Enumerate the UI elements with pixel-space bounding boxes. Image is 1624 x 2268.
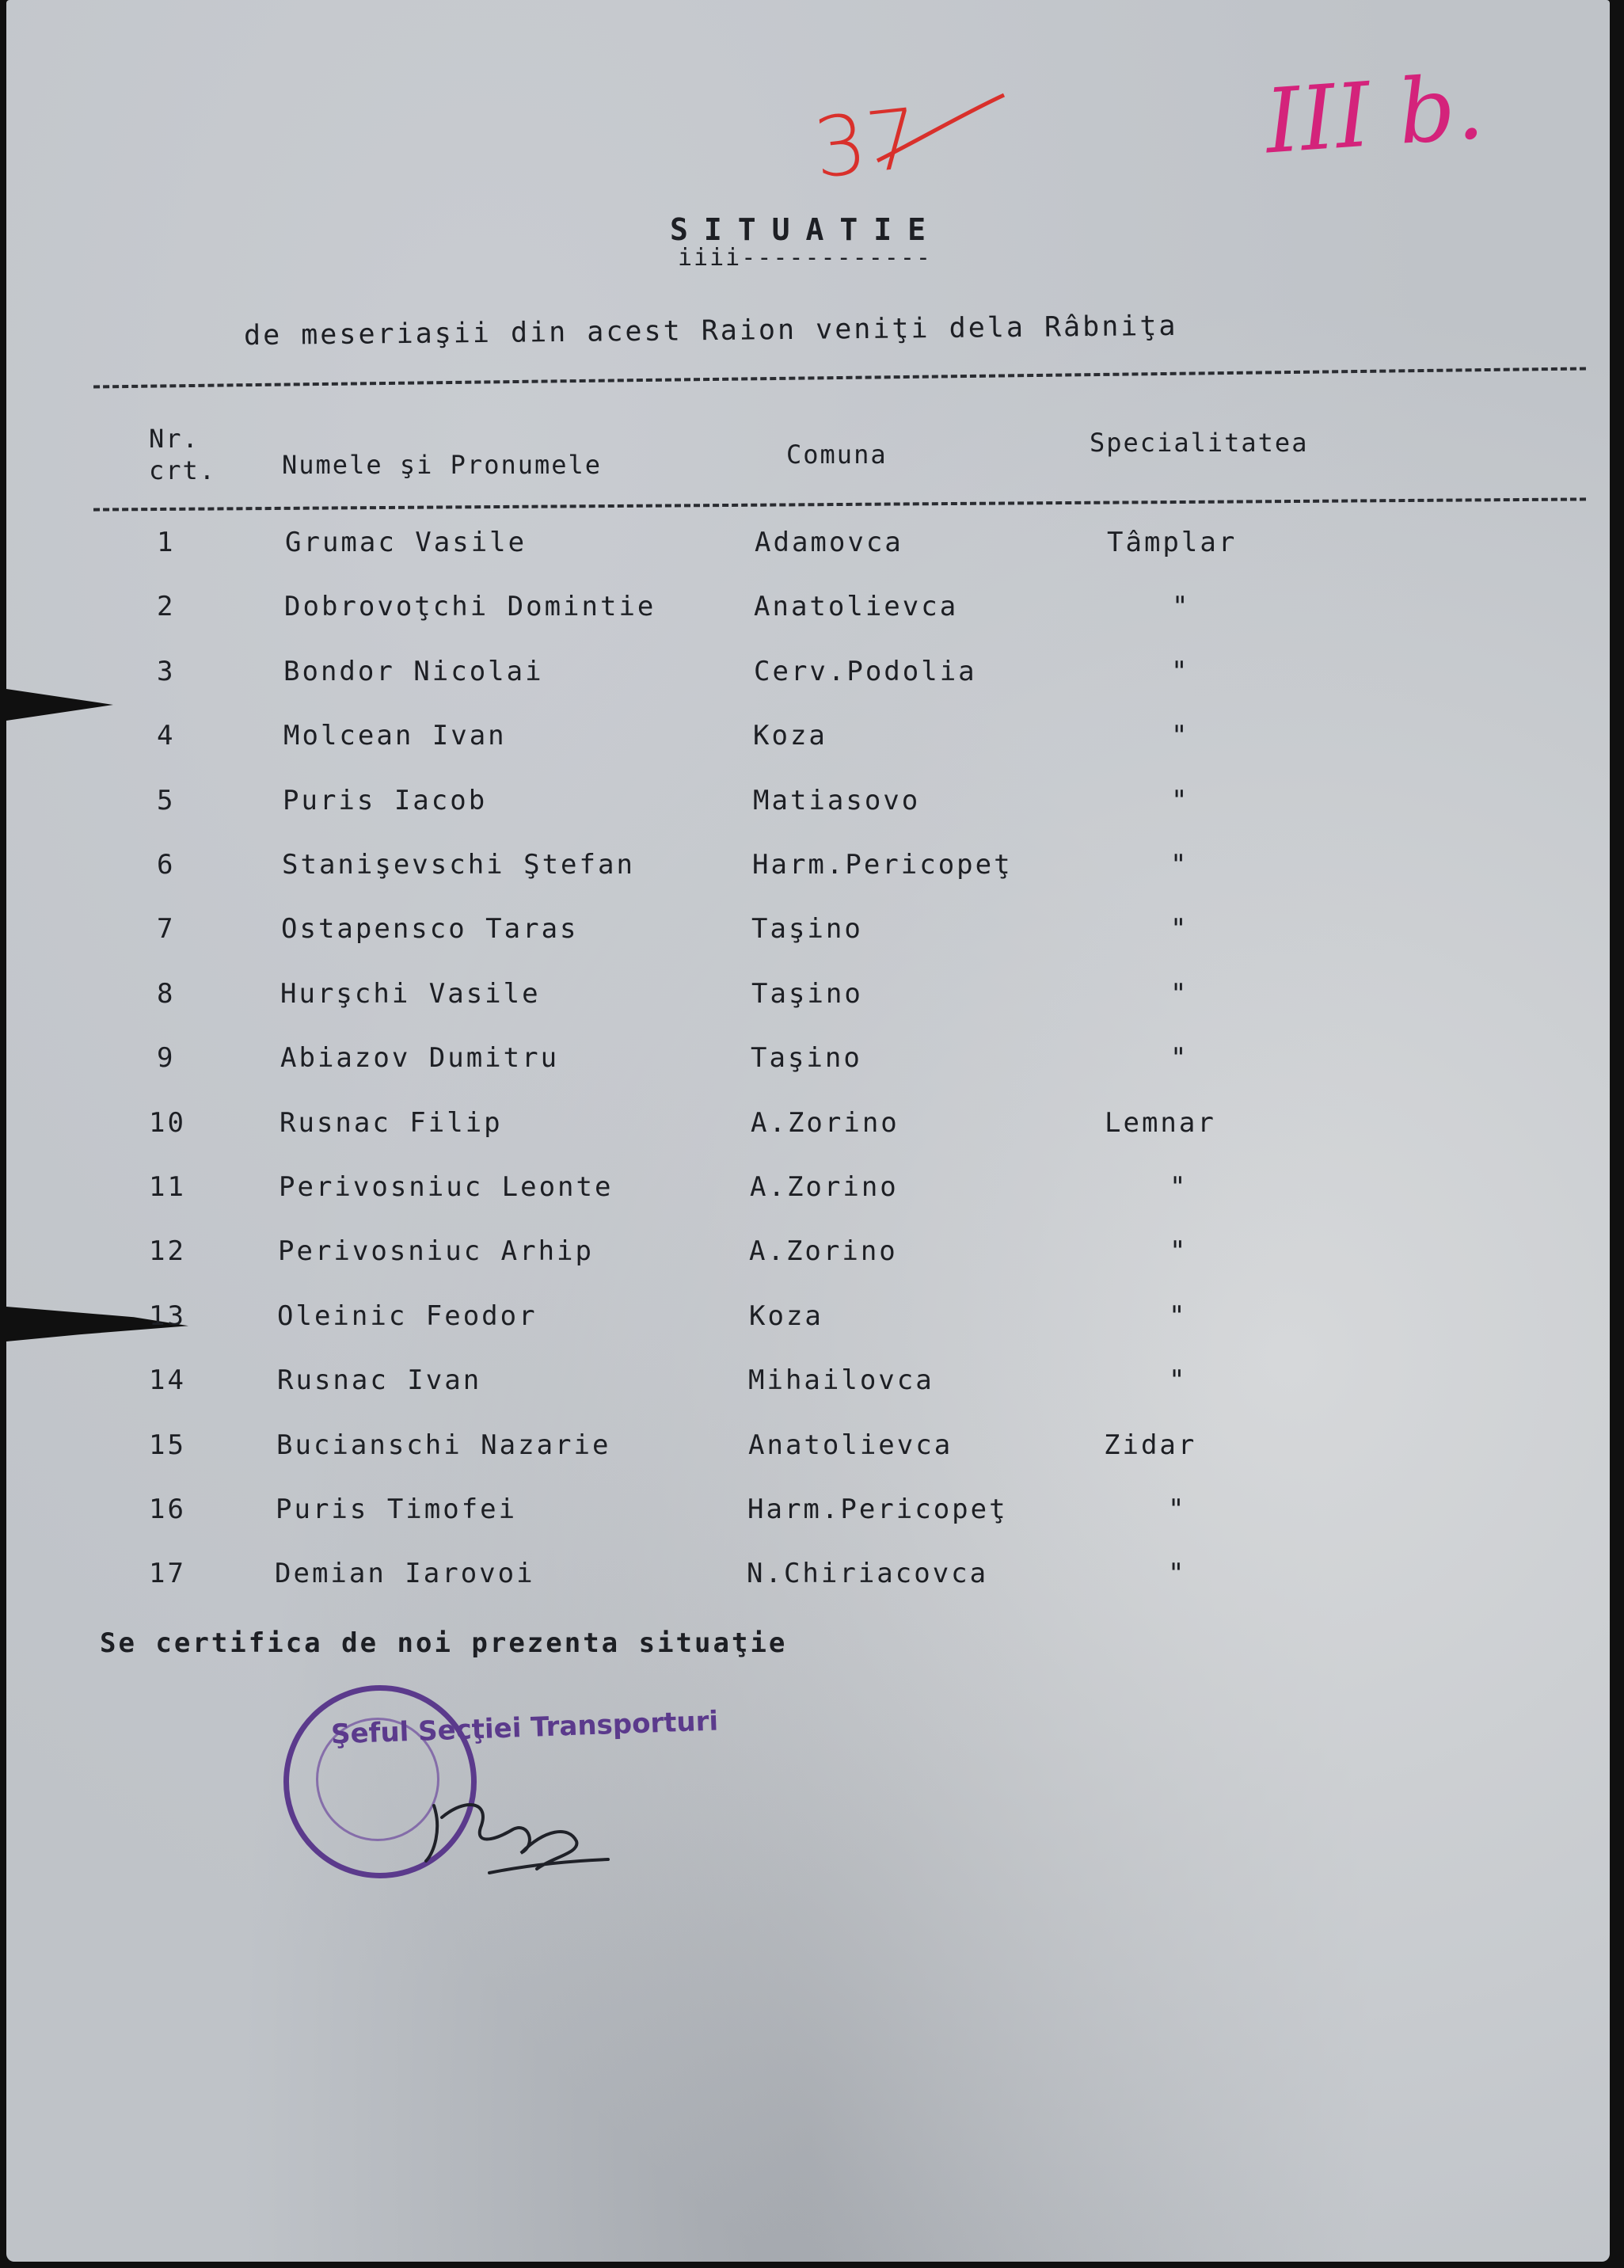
row-specialty: " bbox=[1170, 1042, 1189, 1074]
header-nr: Nr. bbox=[149, 424, 200, 454]
row-name: Oleinic Feodor bbox=[277, 1300, 538, 1332]
row-number: 12 bbox=[149, 1235, 186, 1267]
row-commune: A.Zorino bbox=[749, 1235, 898, 1267]
row-commune: Taşino bbox=[751, 978, 863, 1010]
red-strike-mark bbox=[869, 86, 1012, 181]
row-name: Bucianschi Nazarie bbox=[276, 1429, 611, 1461]
row-commune: Matiasovo bbox=[753, 785, 921, 816]
row-name: Stanişevschi Ştefan bbox=[282, 849, 635, 881]
divider bbox=[93, 497, 1586, 511]
document-subtitle: de meseriaşii din acest Raion veniţi dela Râbniţa bbox=[243, 310, 1178, 352]
row-number: 3 bbox=[157, 656, 176, 687]
row-name: Bondor Nicolai bbox=[283, 656, 544, 687]
row-commune: Anatolievca bbox=[754, 591, 959, 622]
row-name: Puris Iacob bbox=[283, 785, 488, 816]
row-name: Demian Iarovoi bbox=[275, 1558, 535, 1589]
row-specialty: Tâmplar bbox=[1107, 527, 1238, 558]
row-commune: Mihailovca bbox=[748, 1364, 934, 1396]
classification-mark: III b. bbox=[1261, 55, 1487, 174]
row-specialty: " bbox=[1172, 591, 1191, 622]
row-name: Perivosniuc Leonte bbox=[279, 1171, 614, 1203]
row-name: Dobrovoţchi Domintie bbox=[284, 591, 656, 622]
row-specialty: " bbox=[1168, 1558, 1187, 1589]
row-number: 15 bbox=[149, 1429, 186, 1461]
row-number: 13 bbox=[149, 1300, 186, 1332]
row-commune: Harm.Pericopeţ bbox=[752, 849, 1013, 881]
row-number: 7 bbox=[157, 913, 176, 945]
certification-text: Se certifica de noi prezenta situaţie bbox=[100, 1627, 788, 1659]
row-specialty: " bbox=[1171, 720, 1190, 752]
row-commune: Taşino bbox=[751, 913, 863, 945]
row-specialty: " bbox=[1170, 913, 1189, 945]
row-name: Ostapensco Taras bbox=[281, 913, 579, 945]
row-name: Grumac Vasile bbox=[285, 527, 527, 558]
row-number: 17 bbox=[149, 1558, 186, 1589]
row-specialty: " bbox=[1171, 656, 1190, 687]
header-crt: crt. bbox=[149, 455, 217, 485]
row-specialty: " bbox=[1168, 1494, 1187, 1525]
row-specialty: Lemnar bbox=[1105, 1107, 1216, 1139]
archive-folio-number: 37 bbox=[808, 89, 924, 197]
row-number: 10 bbox=[149, 1107, 186, 1139]
row-commune: N.Chiriacovca bbox=[747, 1558, 989, 1589]
row-name: Rusnac Ivan bbox=[277, 1364, 482, 1396]
row-specialty: " bbox=[1169, 1364, 1188, 1396]
row-specialty: " bbox=[1169, 1300, 1188, 1332]
row-name: Puris Timofei bbox=[276, 1494, 518, 1525]
row-name: Perivosniuc Arhip bbox=[278, 1235, 594, 1267]
row-specialty: " bbox=[1170, 1235, 1189, 1267]
row-commune: A.Zorino bbox=[751, 1107, 899, 1139]
row-name: Hurşchi Vasile bbox=[280, 978, 541, 1010]
row-commune: Taşino bbox=[751, 1042, 862, 1074]
row-commune: Harm.Pericopeţ bbox=[747, 1494, 1008, 1525]
title-underline: iiii------------ bbox=[678, 244, 932, 272]
document-title: SITUATIE bbox=[670, 212, 942, 247]
row-specialty: " bbox=[1170, 849, 1189, 881]
row-specialty: " bbox=[1170, 1171, 1189, 1203]
row-number: 9 bbox=[157, 1042, 176, 1074]
row-name: Rusnac Filip bbox=[280, 1107, 503, 1139]
row-number: 4 bbox=[157, 720, 176, 752]
header-name: Numele şi Pronumele bbox=[282, 450, 603, 480]
row-specialty: Zidar bbox=[1104, 1429, 1197, 1461]
header-commune: Comuna bbox=[786, 440, 888, 470]
handwritten-signature bbox=[418, 1782, 624, 1885]
row-number: 1 bbox=[157, 527, 176, 558]
row-commune: Cerv.Podolia bbox=[754, 656, 977, 687]
row-specialty: " bbox=[1170, 978, 1189, 1010]
header-specialty: Specialitatea bbox=[1090, 428, 1309, 458]
row-number: 11 bbox=[149, 1171, 186, 1203]
row-number: 16 bbox=[149, 1494, 186, 1525]
row-commune: Koza bbox=[749, 1300, 823, 1332]
row-name: Abiazov Dumitru bbox=[280, 1042, 560, 1074]
row-number: 8 bbox=[157, 978, 176, 1010]
row-number: 2 bbox=[157, 591, 176, 622]
row-commune: Koza bbox=[753, 720, 827, 752]
row-specialty: " bbox=[1171, 785, 1190, 816]
row-number: 14 bbox=[149, 1364, 186, 1396]
row-commune: A.Zorino bbox=[750, 1171, 899, 1203]
row-name: Molcean Ivan bbox=[283, 720, 507, 752]
divider bbox=[93, 367, 1586, 388]
signature-title: Şeful Secţiei Transporturi bbox=[330, 1705, 719, 1751]
row-number: 6 bbox=[157, 849, 176, 881]
paper-tear bbox=[6, 689, 113, 721]
row-commune: Adamovca bbox=[755, 527, 903, 558]
document-page bbox=[6, 0, 1610, 2262]
row-commune: Anatolievca bbox=[748, 1429, 953, 1461]
row-number: 5 bbox=[157, 785, 176, 816]
